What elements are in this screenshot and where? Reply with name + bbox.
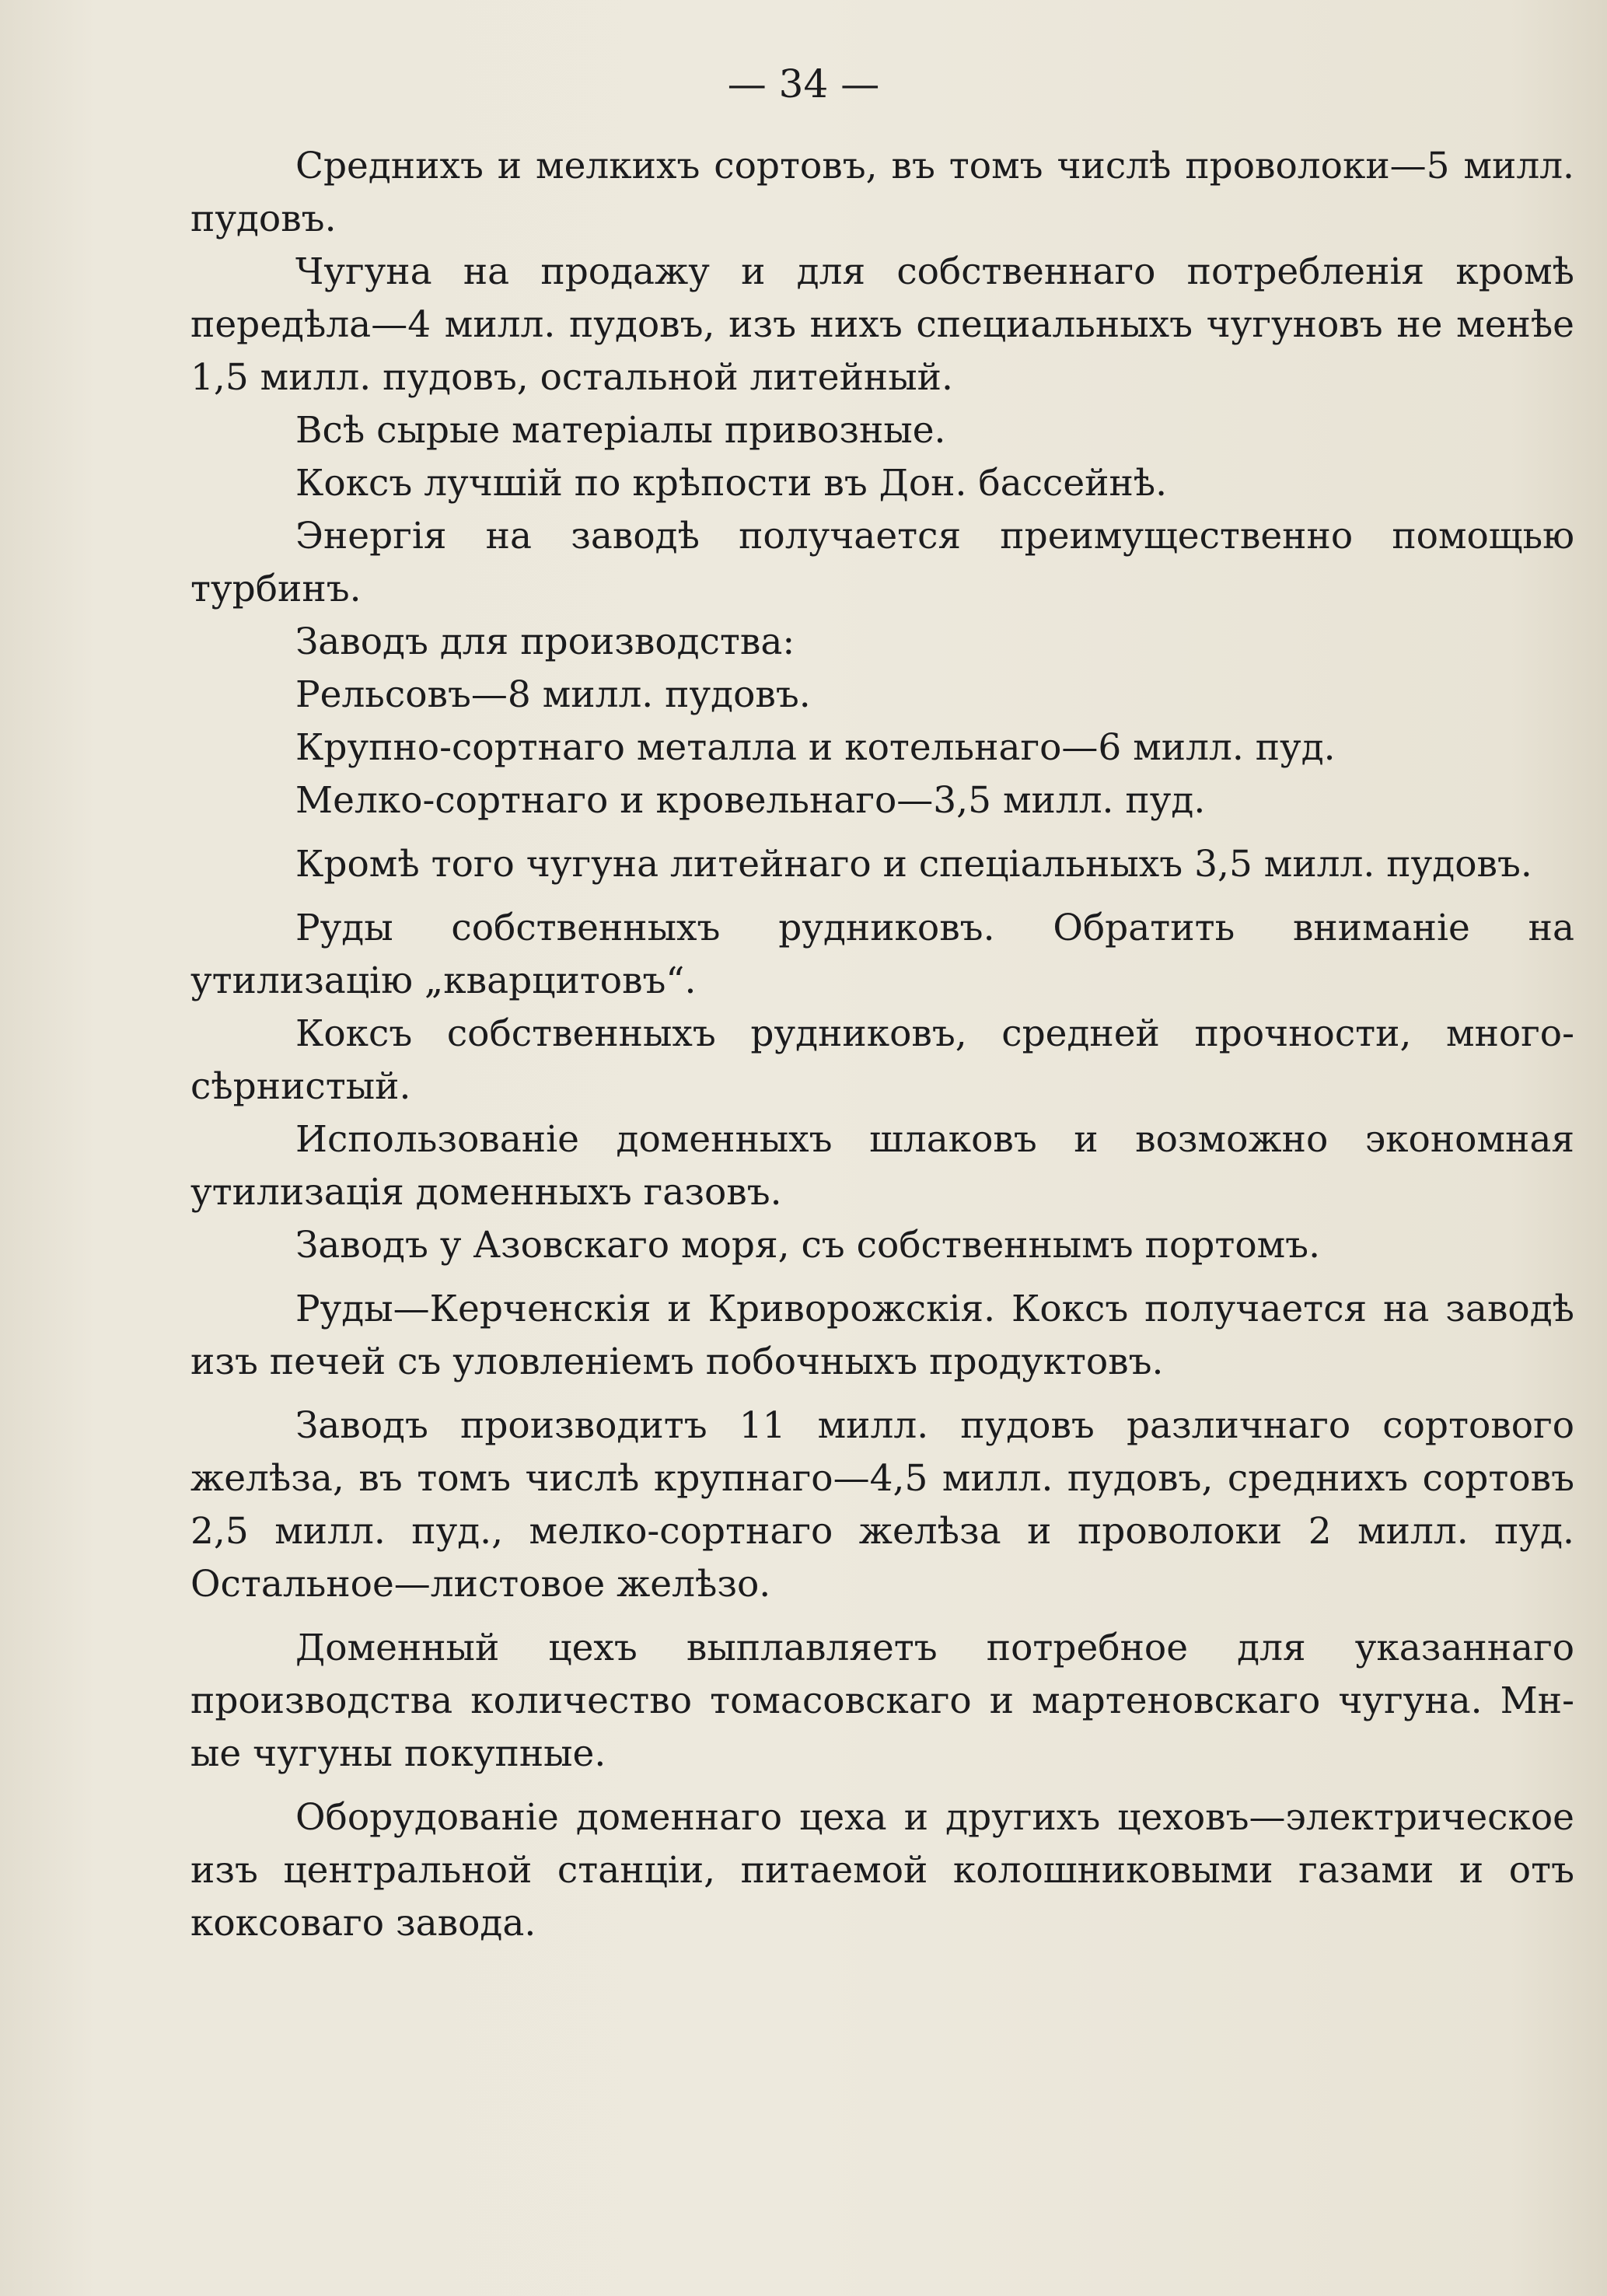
paragraph: Доменный цехъ выплавляетъ потребное для указаннаго производства количество томасовскаго и мартеновскаго чугуна. Мн-ые чугуны покупные. [190, 1627, 1574, 1775]
paragraph: Оборудованіе доменнаго цеха и другихъ цеховъ—электрическое изъ центральной станціи, питаемой колошниковыми газами и отъ коксоваго завода. [190, 1796, 1574, 1945]
paragraph: Всѣ сырые матеріалы привозные. [295, 409, 946, 452]
paragraph: Энергія на заводѣ получается преимущественно помощью турбинъ. [190, 515, 1574, 610]
paragraph: Заводъ производитъ 11 милл. пудовъ различнаго сортового желѣза, въ томъ числѣ крупнаго—4,5 милл. пудовъ, среднихъ сортовъ 2,5 милл. пуд., мелко-сортнаго желѣза и проволоки 2 милл. пуд. Остальное—листовое желѣзо. [190, 1404, 1574, 1606]
paragraph: Коксъ лучшій по крѣпости въ Дон. бассейнѣ. [295, 462, 1168, 505]
paragraph: Использованіе доменныхъ шлаковъ и возможно экономная утилизація доменныхъ газовъ. [190, 1118, 1574, 1214]
paragraph: Крупно-сортнаго металла и котельнаго—6 милл. пуд. [295, 726, 1336, 769]
page-number: — 34 — [727, 61, 880, 107]
paragraph: Мелко-сортнаго и кровельнаго—3,5 милл. пуд. [295, 779, 1206, 822]
paragraph: Кромѣ того чугуна литейнаго и спеціальныхъ 3,5 милл. пудовъ. [295, 843, 1532, 886]
body-text [190, 140, 1574, 1950]
paragraph: Коксъ собственныхъ рудниковъ, средней прочности, много-сѣрнистый. [190, 1012, 1574, 1108]
paragraph: Среднихъ и мелкихъ сортовъ, въ томъ числѣ проволоки—5 милл. пудовъ. [190, 145, 1574, 240]
paragraph: Заводъ у Азовскаго моря, съ собственнымъ портомъ. [295, 1224, 1321, 1267]
paragraph: Заводъ для производства: [295, 620, 795, 663]
paragraph: Руды—Керченскія и Криворожскія. Коксъ получается на заводѣ изъ печей съ уловленіемъ побочныхъ продуктовъ. [190, 1288, 1574, 1383]
paragraph: Рельсовъ—8 милл. пудовъ. [295, 673, 811, 716]
paragraph: Руды собственныхъ рудниковъ. Обратить вниманіе на утилизацію „кварцитовъ“. [190, 907, 1574, 1002]
paragraph: Чугуна на продажу и для собственнаго потребленія кромѣ передѣла—4 милл. пудовъ, изъ нихъ специальныхъ чугуновъ не менѣе 1,5 милл. пудовъ, остальной литейный. [190, 250, 1574, 399]
